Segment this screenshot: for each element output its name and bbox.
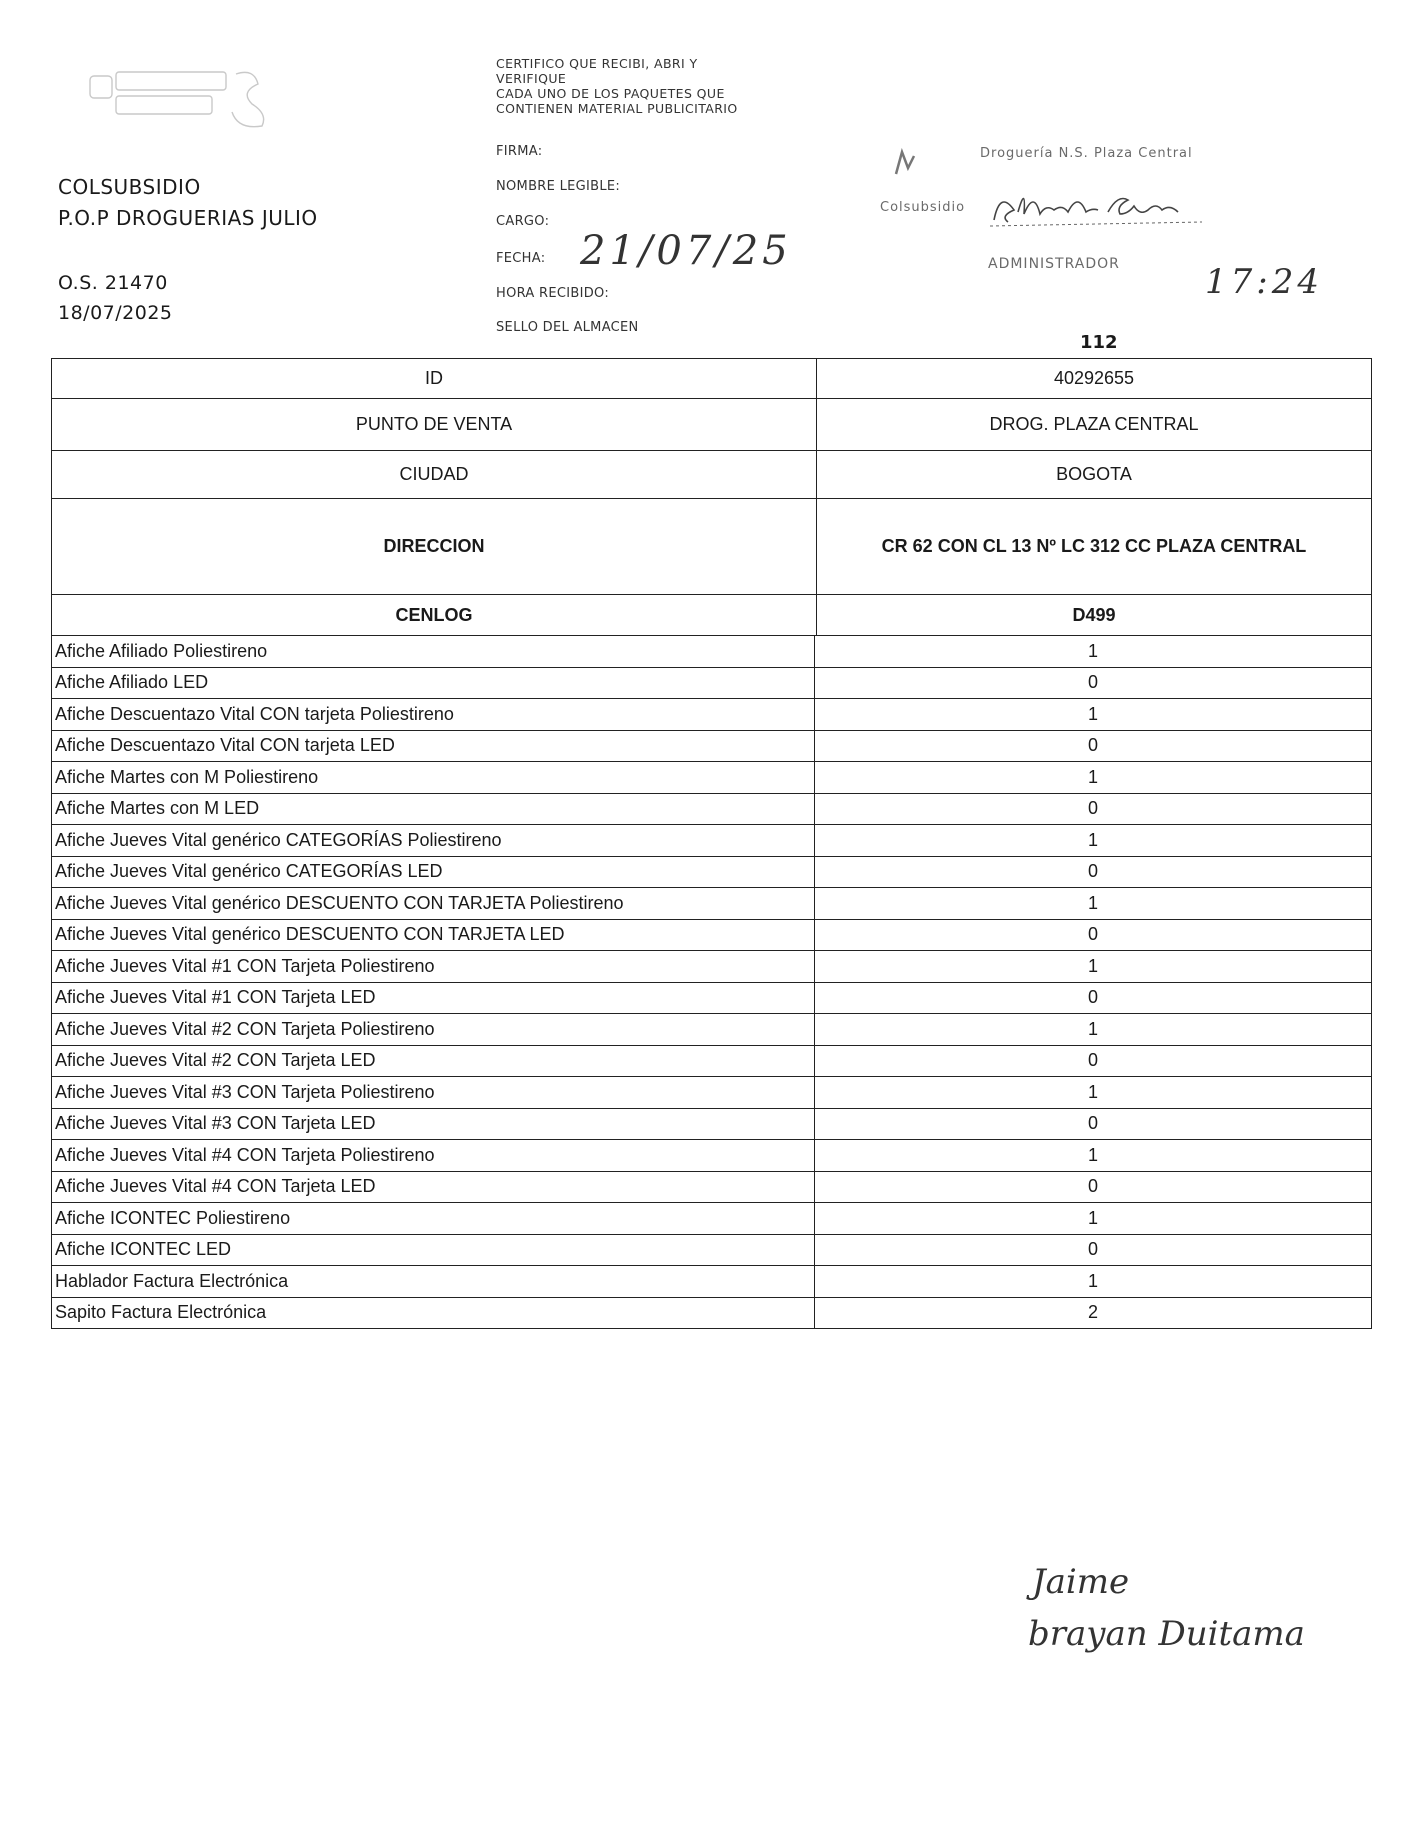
item-quantity: 0 [815, 856, 1372, 888]
item-quantity: 2 [815, 1297, 1372, 1329]
cenlog-value: D499 [817, 595, 1372, 636]
handwritten-name-2: brayan Duitama [1028, 1614, 1305, 1654]
order-number: O.S. 21470 [58, 272, 168, 294]
cargo-label: CARGO: [496, 214, 550, 229]
item-name: Afiche Jueves Vital genérico CATEGORÍAS LED [52, 856, 815, 888]
table-row [52, 1108, 1372, 1140]
order-date: 18/07/2025 [58, 302, 173, 324]
table-row [52, 499, 1372, 595]
table-row [52, 982, 1372, 1014]
document-subtitle: P.O.P DROGUERIAS JULIO [58, 206, 318, 230]
table-row [52, 951, 1372, 983]
id-value: 40292655 [817, 359, 1372, 399]
item-quantity: 0 [815, 730, 1372, 762]
handwritten-signature [988, 182, 1208, 232]
city-label: CIUDAD [52, 451, 817, 499]
table-row [52, 1077, 1372, 1109]
item-quantity: 1 [815, 951, 1372, 983]
table-row [52, 1266, 1372, 1298]
handwritten-date: 21/07/25 [580, 228, 792, 274]
item-quantity: 1 [815, 1140, 1372, 1172]
city-value: BOGOTA [817, 451, 1372, 499]
item-name: Afiche Jueves Vital genérico DESCUENTO CON TARJETA Poliestireno [52, 888, 815, 920]
sello-label: SELLO DEL ALMACEN [496, 320, 639, 335]
certification-line: CONTIENEN MATERIAL PUBLICITARIO [496, 101, 738, 116]
item-quantity: 1 [815, 762, 1372, 794]
item-name: Afiche Afiliado Poliestireno [52, 636, 815, 668]
certification-line: CERTIFICO QUE RECIBI, ABRI Y [496, 56, 698, 71]
item-name: Afiche Jueves Vital #1 CON Tarjeta Poliestireno [52, 951, 815, 983]
pdv-label: PUNTO DE VENTA [52, 399, 817, 451]
item-quantity: 0 [815, 1171, 1372, 1203]
table-row [52, 1297, 1372, 1329]
table-row [52, 919, 1372, 951]
item-name: Afiche Jueves Vital #3 CON Tarjeta LED [52, 1108, 815, 1140]
address-label: DIRECCION [52, 499, 817, 595]
table-row [52, 636, 1372, 668]
item-name: Afiche Descuentazo Vital CON tarjeta Poliestireno [52, 699, 815, 731]
table-row [52, 762, 1372, 794]
table-row [52, 399, 1372, 451]
hora-label: HORA RECIBIDO: [496, 286, 610, 301]
item-name: Afiche Jueves Vital #2 CON Tarjeta Poliestireno [52, 1014, 815, 1046]
table-row [52, 1014, 1372, 1046]
table-row [52, 1203, 1372, 1235]
item-name: Afiche Jueves Vital #2 CON Tarjeta LED [52, 1045, 815, 1077]
address-value: CR 62 CON CL 13 Nº LC 312 CC PLAZA CENTRAL [817, 499, 1372, 595]
nombre-label: NOMBRE LEGIBLE: [496, 179, 621, 194]
item-name: Afiche Jueves Vital #4 CON Tarjeta Poliestireno [52, 1140, 815, 1172]
store-info-table [51, 358, 1372, 636]
item-quantity: 0 [815, 982, 1372, 1014]
certification-text [496, 56, 738, 116]
table-row [52, 1140, 1372, 1172]
certification-line: CADA UNO DE LOS PAQUETES QUE [496, 86, 725, 101]
item-name: Afiche Martes con M LED [52, 793, 815, 825]
stamp-brand: Colsubsidio [880, 200, 966, 215]
table-row [52, 1234, 1372, 1266]
item-name: Afiche Jueves Vital #4 CON Tarjeta LED [52, 1171, 815, 1203]
table-row [52, 793, 1372, 825]
item-quantity: 1 [815, 1203, 1372, 1235]
item-quantity: 1 [815, 1266, 1372, 1298]
pdv-value: DROG. PLAZA CENTRAL [817, 399, 1372, 451]
table-row [52, 667, 1372, 699]
table-row [52, 825, 1372, 857]
table-row [52, 699, 1372, 731]
item-quantity: 1 [815, 888, 1372, 920]
item-quantity: 0 [815, 919, 1372, 951]
stamp-role: ADMINISTRADOR [988, 256, 1120, 272]
table-row [52, 1045, 1372, 1077]
item-quantity: 0 [815, 667, 1372, 699]
item-name: Afiche Jueves Vital #3 CON Tarjeta Poliestireno [52, 1077, 815, 1109]
fecha-label: FECHA: [496, 251, 546, 266]
item-name: Afiche Descuentazo Vital CON tarjeta LED [52, 730, 815, 762]
item-quantity: 0 [815, 1108, 1372, 1140]
handwritten-name-1: Jaime [1032, 1562, 1130, 1602]
item-name: Sapito Factura Electrónica [52, 1297, 815, 1329]
item-name: Afiche Martes con M Poliestireno [52, 762, 815, 794]
company-logo [86, 62, 276, 132]
stamp-store-name: Droguería N.S. Plaza Central [980, 146, 1193, 161]
item-quantity: 1 [815, 1077, 1372, 1109]
items-table [51, 635, 1372, 1329]
item-quantity: 0 [815, 1045, 1372, 1077]
table-row [52, 451, 1372, 499]
item-name: Afiche Jueves Vital genérico CATEGORÍAS Poliestireno [52, 825, 815, 857]
certification-line: VERIFIQUE [496, 71, 567, 86]
company-name: COLSUBSIDIO [58, 175, 201, 199]
item-quantity: 1 [815, 636, 1372, 668]
item-name: Afiche Jueves Vital genérico DESCUENTO CON TARJETA LED [52, 919, 815, 951]
table-row [52, 595, 1372, 636]
cenlog-label: CENLOG [52, 595, 817, 636]
item-quantity: 1 [815, 699, 1372, 731]
table-row [52, 359, 1372, 399]
item-name: Hablador Factura Electrónica [52, 1266, 815, 1298]
stamp-emblem-icon [892, 148, 918, 178]
store-stamp [880, 138, 1260, 278]
item-name: Afiche Jueves Vital #1 CON Tarjeta LED [52, 982, 815, 1014]
table-row [52, 1171, 1372, 1203]
table-row [52, 856, 1372, 888]
item-quantity: 0 [815, 793, 1372, 825]
item-name: Afiche Afiliado LED [52, 667, 815, 699]
page-number: 112 [1080, 332, 1118, 353]
item-quantity: 0 [815, 1234, 1372, 1266]
item-quantity: 1 [815, 1014, 1372, 1046]
item-quantity: 1 [815, 825, 1372, 857]
item-name: Afiche ICONTEC LED [52, 1234, 815, 1266]
table-row [52, 730, 1372, 762]
table-row [52, 888, 1372, 920]
firma-label: FIRMA: [496, 144, 543, 159]
id-label: ID [52, 359, 817, 399]
handwritten-time: 17:24 [1205, 262, 1323, 302]
item-name: Afiche ICONTEC Poliestireno [52, 1203, 815, 1235]
